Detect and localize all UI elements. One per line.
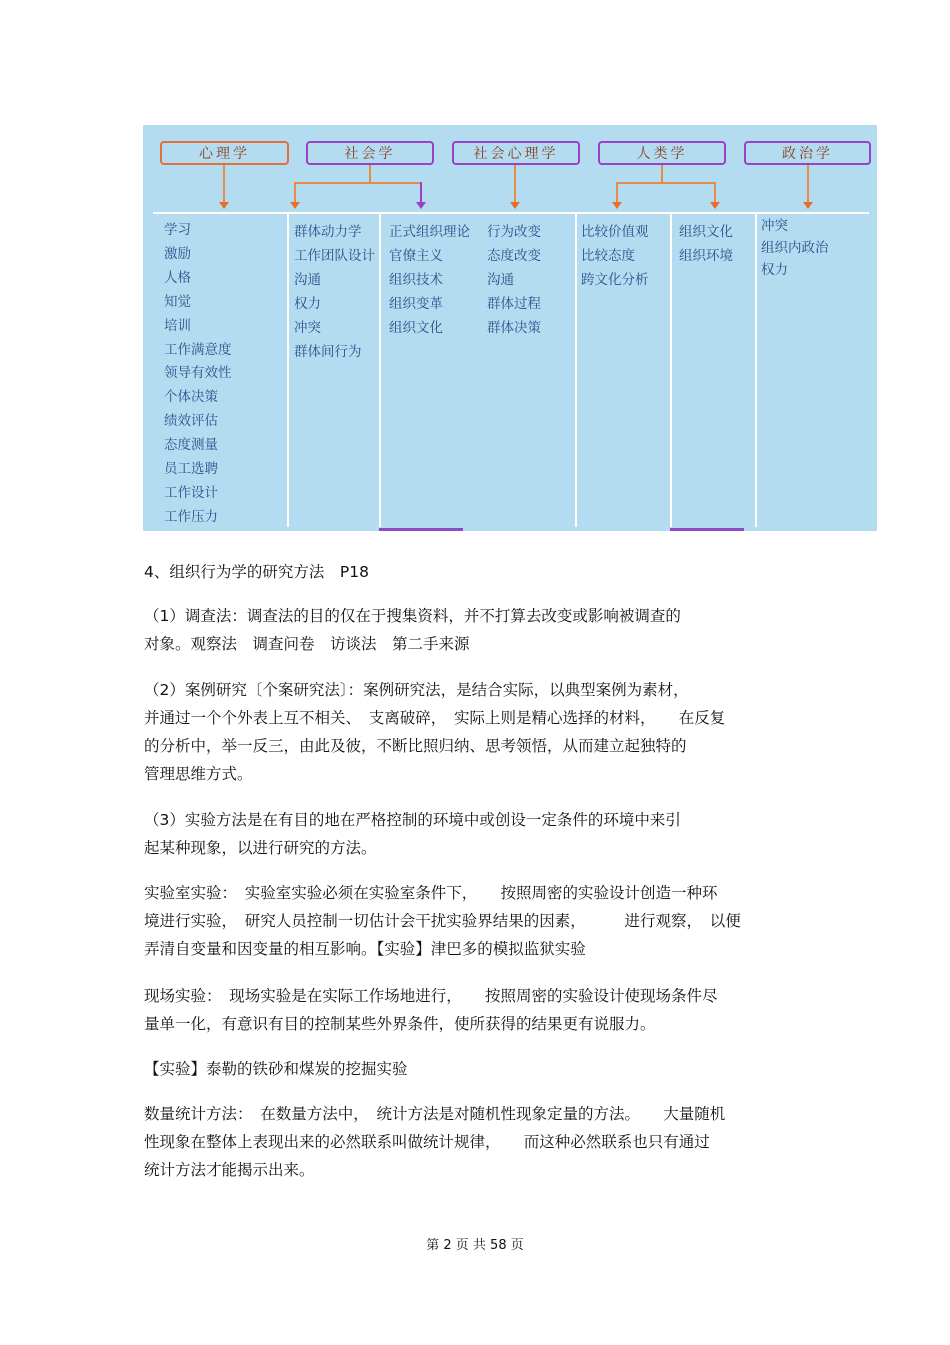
arrow-down-icon xyxy=(710,202,720,209)
text-line: 对象。观察法 调查问卷 访谈法 第二手来源 xyxy=(144,635,470,653)
connector xyxy=(661,165,663,183)
topic-column-anthropology-b xyxy=(679,221,733,269)
discipline-diagram xyxy=(143,125,877,531)
arrow-down-icon xyxy=(510,202,520,209)
arrow-down-icon xyxy=(290,202,300,209)
topic-item: 培训 xyxy=(164,317,191,334)
topic-column-political-science xyxy=(761,215,829,281)
topic-item: 工作团队设计 xyxy=(294,247,375,264)
paragraph-survey xyxy=(144,602,814,658)
discipline-box-social-psychology xyxy=(452,141,580,165)
topic-item: 权力 xyxy=(294,295,321,312)
topic-column-sociology-b xyxy=(389,221,470,341)
text-line: 起某种现象，以进行研究的方法。 xyxy=(144,839,377,857)
divider xyxy=(575,213,577,527)
divider xyxy=(755,213,757,527)
discipline-label: 社会心理学 xyxy=(473,146,559,162)
connector xyxy=(514,165,516,203)
paragraph-statistics xyxy=(144,1100,814,1184)
text-line: （3）实验方法是在有目的地在严格控制的环境中或创设一定条件的环境中来引 xyxy=(144,811,681,829)
topic-item: 人格 xyxy=(164,269,191,286)
discipline-label: 人类学 xyxy=(636,146,688,162)
text-line: 【实验】泰勒的铁砂和煤炭的挖掘实验 xyxy=(144,1060,408,1078)
topic-item: 组织变革 xyxy=(389,295,443,312)
topic-item: 员工选聘 xyxy=(164,461,218,478)
paragraph-experiment xyxy=(144,806,814,862)
discipline-box-psychology xyxy=(160,141,289,165)
discipline-box-sociology xyxy=(306,141,434,165)
arrow-down-icon xyxy=(612,202,622,209)
topic-item: 态度测量 xyxy=(164,437,218,454)
paragraph-case-study xyxy=(144,676,814,788)
text-line: 数量统计方法： 在数量方法中， 统计方法是对随机性现象定量的方法。 大量随机 xyxy=(144,1105,726,1123)
topic-column-sociology-a xyxy=(294,221,375,364)
text-line: 实验室实验： 实验室实验必须在实验室条件下， 按照周密的实验设计创造一种环 xyxy=(144,884,718,902)
discipline-box-political-science xyxy=(744,141,871,165)
topic-item: 组织文化 xyxy=(679,224,733,240)
topic-item: 比较态度 xyxy=(581,247,635,264)
topic-item: 群体动力学 xyxy=(294,224,362,240)
topic-item: 官僚主义 xyxy=(389,247,443,264)
topic-item: 群体决策 xyxy=(487,319,541,336)
topic-item: 行为改变 xyxy=(487,224,541,240)
divider xyxy=(379,528,463,531)
discipline-label: 心理学 xyxy=(199,146,250,162)
topic-item: 学习 xyxy=(164,222,191,238)
paragraph-taylor-experiment xyxy=(144,1055,814,1083)
topic-item: 沟通 xyxy=(487,271,514,288)
arrow-down-icon xyxy=(803,202,813,209)
text-line: 现场实验： 现场实验是在实际工作场地进行， 按照周密的实验设计使现场条件尽 xyxy=(144,987,718,1005)
topic-item: 群体间行为 xyxy=(294,343,362,360)
topic-item: 个体决策 xyxy=(164,389,218,406)
discipline-box-anthropology xyxy=(598,141,726,165)
discipline-label: 政治学 xyxy=(782,146,833,162)
topic-item: 正式组织理论 xyxy=(389,224,470,240)
topic-item: 权力 xyxy=(761,262,788,278)
text-line: 性现象在整体上表现出来的必然联系叫做统计规律， 而这种必然联系也只有通过 xyxy=(144,1133,710,1151)
text-line: 管理思维方式。 xyxy=(144,765,253,783)
topic-column-anthropology-a xyxy=(581,221,649,293)
topic-item: 比较价值观 xyxy=(581,224,649,240)
page-footer: 第 2 页 共 58 页 xyxy=(426,1238,524,1253)
text-line: 量单一化，有意识有目的控制某些外界条件，使所获得的结果更有说服力。 xyxy=(144,1015,656,1033)
text-line: 的分析中，举一反三，由此及彼，不断比照归纳、思考领悟，从而建立起独特的 xyxy=(144,737,687,755)
connector xyxy=(420,182,422,203)
text-line: 并通过一个个外表上互不相关、 支离破碎， 实际上则是精心选择的材料， 在反复 xyxy=(144,709,726,727)
topic-item: 激励 xyxy=(164,245,191,262)
topic-item: 冲突 xyxy=(294,319,321,336)
text-line: 境进行实验， 研究人员控制一切估计会干扰实验界结果的因素， 进行观察， 以便 xyxy=(144,912,741,930)
divider xyxy=(670,213,672,527)
topic-item: 组织文化 xyxy=(389,319,443,336)
topic-item: 组织内政治 xyxy=(761,240,829,256)
discipline-label: 社会学 xyxy=(344,146,396,162)
topic-item: 工作压力 xyxy=(164,508,218,525)
divider xyxy=(670,528,744,531)
topic-item: 跨文化分析 xyxy=(581,271,649,288)
divider xyxy=(153,212,869,214)
paragraph-lab-experiment xyxy=(144,879,814,963)
connector xyxy=(369,165,371,183)
topic-item: 群体过程 xyxy=(487,295,541,312)
connector xyxy=(223,165,225,203)
section-heading: 4、组织行为学的研究方法 P18 xyxy=(144,563,369,581)
connector xyxy=(616,182,716,184)
topic-item: 工作满意度 xyxy=(164,341,232,358)
text-line: （1）调查法：调查法的目的仅在于搜集资料，并不打算去改变或影响被调查的 xyxy=(144,607,681,625)
arrow-down-icon xyxy=(219,202,229,209)
text-line: 统计方法才能揭示出来。 xyxy=(144,1161,315,1179)
arrow-down-icon xyxy=(416,202,426,209)
connector xyxy=(714,182,716,203)
text-line: 弄清自变量和因变量的相互影响。【实验】津巴多的模拟监狱实验 xyxy=(144,940,586,958)
topic-item: 知觉 xyxy=(164,293,191,310)
connector xyxy=(807,165,809,203)
divider xyxy=(287,213,289,527)
topic-item: 态度改变 xyxy=(487,247,541,264)
topic-column-social-psychology xyxy=(487,221,541,341)
text-line: （2）案例研究〔个案研究法〕：案例研究法，是结合实际，以典型案例为素材， xyxy=(144,681,689,699)
topic-item: 领导有效性 xyxy=(164,365,232,382)
connector xyxy=(294,182,296,203)
connector xyxy=(294,182,422,184)
divider xyxy=(379,213,381,527)
paragraph-field-experiment xyxy=(144,982,814,1038)
topic-item: 冲突 xyxy=(761,218,788,234)
topic-item: 绩效评估 xyxy=(164,413,218,430)
topic-item: 沟通 xyxy=(294,271,321,288)
topic-column-psychology xyxy=(164,219,232,530)
topic-item: 组织环境 xyxy=(679,247,733,264)
connector xyxy=(616,182,618,203)
topic-item: 组织技术 xyxy=(389,271,443,288)
topic-item: 工作设计 xyxy=(164,484,218,501)
